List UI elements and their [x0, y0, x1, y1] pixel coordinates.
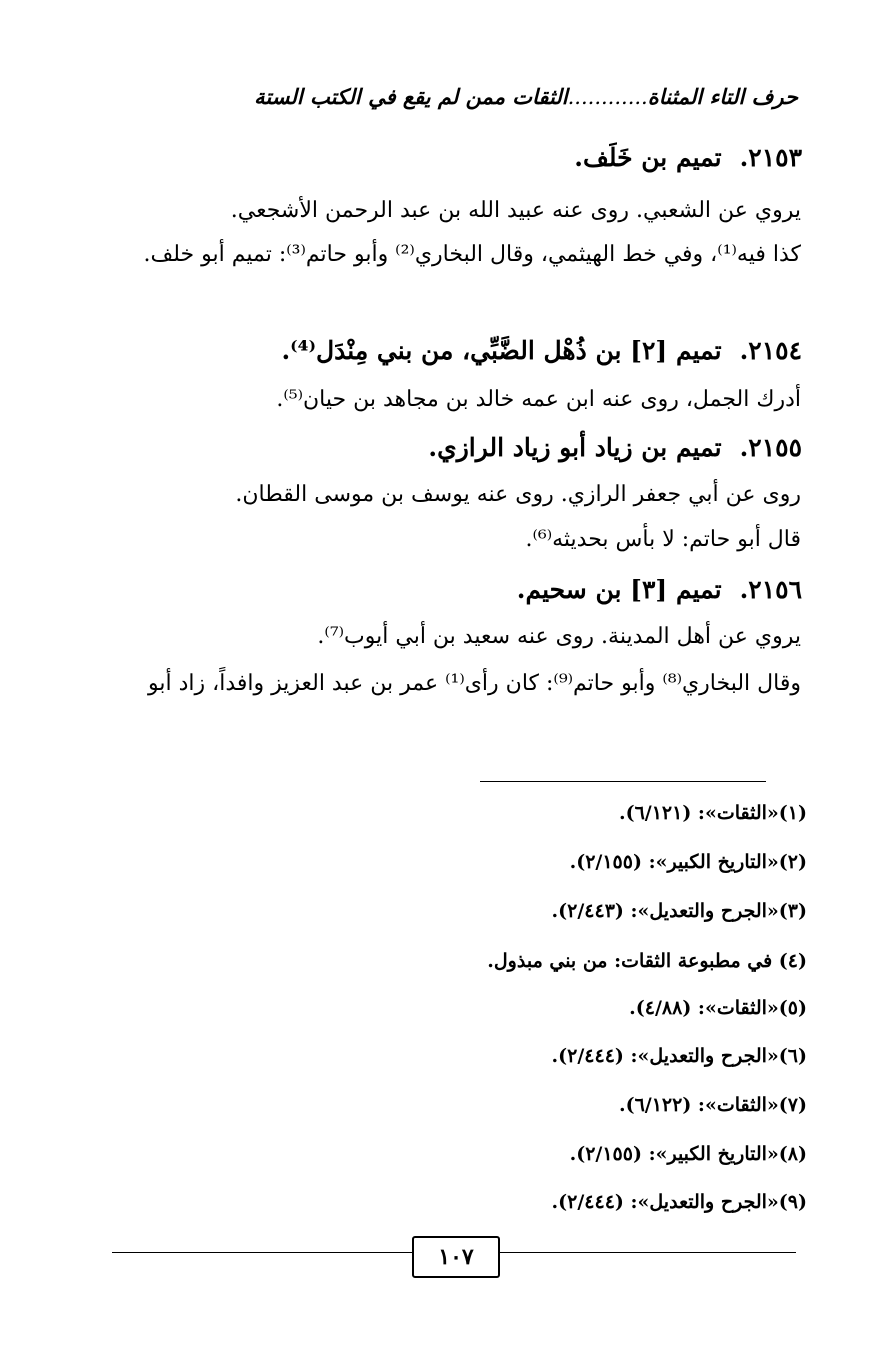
entry-name: تميم بن زياد أبو زياد الرازي.	[428, 433, 722, 462]
footer-rule	[112, 1252, 412, 1253]
entry-text-line: يروي عن أهل المدينة. روى عنه سعيد بن أبي أيوب⁽⁷⁾.	[317, 624, 801, 649]
entry-name: تميم [٣] بن سحيم.	[516, 575, 722, 604]
entry-number: ٢١٥٣.	[739, 143, 802, 172]
footnote: (٢)«التاريخ الكبير»: (٢/١٥٥).	[569, 851, 807, 873]
running-header	[148, 84, 798, 120]
entry-text-line: يروي عن الشعبي. روى عنه عبيد الله بن عبد الرحمن الأشجعي.	[230, 198, 801, 223]
footer-rule	[496, 1252, 796, 1253]
entry-number: ٢١٥٥.	[739, 433, 802, 462]
footnote: (١)«الثقات»: (٦/١٢١).	[618, 802, 807, 824]
entry-number: ٢١٥٦.	[739, 575, 802, 604]
entry-text-line: كذا فيه⁽¹⁾، وفي خط الهيثمي، وقال البخاري⁽²⁾ وأبو حاتم⁽³⁾: تميم أبو خلف.	[143, 242, 801, 267]
footnote: (٨)«التاريخ الكبير»: (٢/١٥٥).	[569, 1143, 807, 1165]
entry-title	[517, 575, 802, 604]
page-number: ١٠٧	[412, 1236, 500, 1278]
entry-title	[428, 433, 802, 462]
entry-number: ٢١٥٤.	[739, 336, 802, 365]
footnote: (٤) في مطبوعة الثقات: من بني مبذول.	[487, 950, 807, 972]
footnote: (٦)«الجرح والتعديل»: (٢/٤٤٤).	[551, 1045, 807, 1067]
header-book-title: الثقات ممن لم يقع في الكتب الستة	[254, 84, 568, 109]
entry-text-line: وقال البخاري⁽⁸⁾ وأبو حاتم⁽⁹⁾: كان رأى⁽¹⁾ عمر بن عبد العزيز وافداً، زاد أبو	[147, 671, 801, 696]
entry-name: تميم [٢] بن ذُهْل الضَّبِّي، من بني مِنْدَل⁽⁴⁾.	[281, 336, 722, 365]
entry-title	[574, 143, 802, 172]
footnote: (٥)«الثقات»: (٤/٨٨).	[629, 997, 807, 1019]
footnote: (٩)«الجرح والتعديل»: (٢/٤٤٤).	[551, 1191, 807, 1213]
entry-title	[281, 336, 802, 365]
entry-text-line: أدرك الجمل، روى عنه ابن عمه خالد بن مجاهد بن حيان⁽⁵⁾.	[276, 387, 801, 412]
entry-text-line: روى عن أبي جعفر الرازي. روى عنه يوسف بن موسى القطان.	[235, 482, 801, 507]
footnote: (٣)«الجرح والتعديل»: (٢/٤٤٣).	[551, 900, 807, 922]
footnote: (٧)«الثقات»: (٦/١٢٢).	[618, 1094, 807, 1116]
entry-name: تميم بن خَلَف.	[574, 143, 722, 172]
header-chapter: حرف التاء المثناة	[647, 84, 798, 109]
header-dots: ............	[567, 85, 648, 109]
footnote-separator	[480, 781, 766, 782]
entry-text-line: قال أبو حاتم: لا بأس بحديثه⁽⁶⁾.	[525, 527, 801, 552]
